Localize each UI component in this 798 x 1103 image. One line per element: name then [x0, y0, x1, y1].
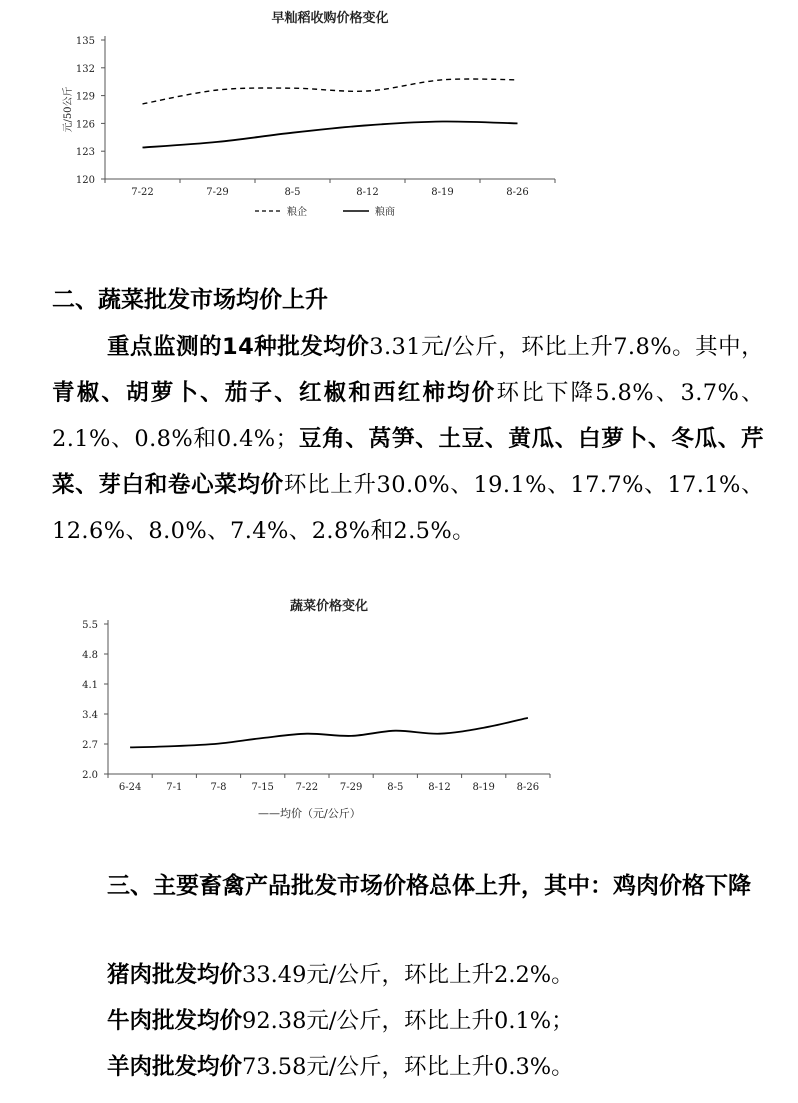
rice-chart-series-2-line	[143, 121, 518, 147]
vegetable-lead-text: 重点监测的14种批发均价	[107, 334, 370, 360]
beef-label: 牛肉批发均价	[107, 1008, 243, 1034]
rice-chart-y-axis-label: 元/50公斤	[63, 86, 74, 133]
rice-chart-series-1-line	[143, 79, 518, 104]
rice-chart-x-tick-label: 7-29	[206, 187, 229, 198]
rice-chart-x-tick-label: 7-22	[131, 187, 154, 198]
rice-chart-x-tick-label: 8-19	[431, 187, 454, 198]
rice-chart-x-tick-label: 8-12	[356, 187, 379, 198]
vegetable-price-chart	[0, 588, 798, 828]
beef-price-line	[107, 998, 574, 1044]
section-2-heading: 二、蔬菜批发市场均价上升	[52, 287, 328, 313]
vegetable-avg-text: 3.31元/公斤，环比上升7.8%。其中，	[369, 334, 764, 360]
veg-chart-x-tick-label: 8-5	[387, 782, 404, 793]
veg-chart-x-tick-label: 6-24	[118, 782, 142, 793]
veg-chart-title: 蔬菜价格变化	[289, 599, 369, 614]
rice-chart-x-tick-label: 8-26	[506, 187, 529, 198]
rice-chart-y-tick-label: 132	[75, 63, 95, 75]
veg-chart-y-tick-label: 5.5	[82, 620, 98, 631]
rice-chart-x-tick-label: 8-5	[284, 187, 301, 198]
veg-chart-x-tick-label: 8-26	[516, 782, 540, 793]
veg-chart-legend-label-1: ——均价（元/公斤）	[258, 807, 361, 820]
rice-price-chart	[0, 0, 798, 230]
veg-chart-y-tick-label: 3.4	[82, 710, 98, 721]
veg-chart-x-tick-label: 7-22	[295, 782, 319, 793]
veg-chart-y-tick-label: 4.8	[82, 650, 98, 661]
vegetable-decline-items: 青椒、胡萝卜、茄子、红椒和西红柿均价	[52, 380, 497, 406]
rice-chart-y-tick-label: 126	[75, 119, 95, 131]
pork-label: 猪肉批发均价	[107, 962, 243, 988]
rice-chart-y-tick-label: 123	[75, 147, 95, 159]
rice-chart-y-tick-label: 129	[75, 91, 95, 103]
rice-chart-y-tick-label: 135	[75, 36, 95, 47]
veg-chart-x-tick-label: 7-15	[251, 782, 274, 793]
mutton-value: 73.58元/公斤，环比上升0.3%。	[242, 1054, 574, 1080]
vegetable-paragraph	[52, 324, 764, 554]
section-3-heading: 三、主要畜禽产品批发市场价格总体上升，其中：鸡肉价格下降	[107, 873, 751, 899]
vegetable-rise-values: 环比上升30.0%、19.1%、17.7%、17.1%、12.6%、8.0%、7.4%、2.8%和2.5%。	[52, 472, 764, 544]
vegetable-decline-values: 环比下降5.8%、3.7%、2.1%、0.8%和0.4%；	[52, 380, 764, 452]
veg-chart-x-tick-label: 7-8	[210, 782, 227, 793]
rice-chart-y-tick-label: 120	[75, 175, 95, 186]
veg-chart-y-tick-label: 2.0	[82, 770, 98, 781]
veg-chart-x-tick-label: 7-1	[166, 782, 183, 793]
veg-chart-series-1-line	[130, 718, 528, 748]
veg-chart-y-tick-label: 2.7	[82, 740, 98, 751]
veg-chart-x-tick-label: 7-29	[339, 782, 363, 793]
veg-chart-x-tick-label: 8-12	[428, 782, 451, 793]
mutton-label: 羊肉批发均价	[107, 1054, 243, 1080]
pork-value: 33.49元/公斤，环比上升2.2%。	[242, 962, 574, 988]
pork-price-line	[107, 952, 574, 998]
rice-chart-legend-label-2: 粮商	[375, 207, 395, 218]
rice-chart-legend-label-1: 粮企	[287, 207, 307, 218]
mutton-price-line	[107, 1044, 574, 1090]
veg-chart-x-tick-label: 8-19	[472, 782, 495, 793]
veg-chart-y-tick-label: 4.1	[82, 680, 98, 691]
vegetable-rise-items: 豆角、莴笋、土豆、黄瓜、白萝卜、冬瓜、芹菜、芽白和卷心菜均价	[52, 426, 764, 498]
beef-value: 92.38元/公斤，环比上升0.1%；	[242, 1008, 574, 1034]
rice-chart-title: 早籼稻收购价格变化	[271, 11, 389, 26]
